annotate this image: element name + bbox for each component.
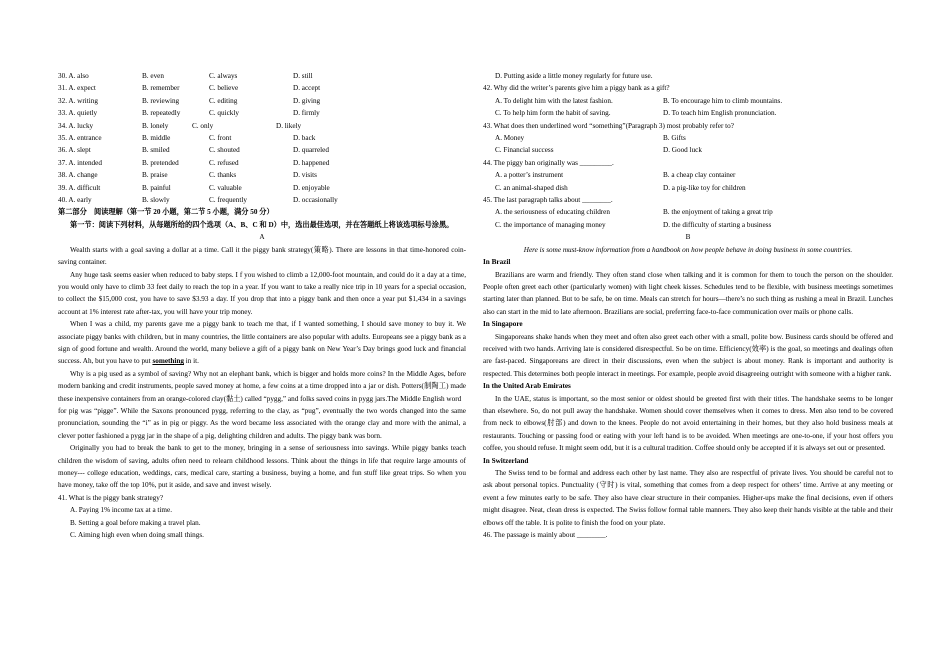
cloze-option-row <box>58 95 466 107</box>
answer-row <box>483 132 893 144</box>
cloze-option: B. even <box>142 72 164 80</box>
cloze-option: 34. A. lucky <box>58 121 94 130</box>
cloze-option-row <box>58 182 466 194</box>
cloze-option: C. shouted <box>209 146 240 155</box>
cloze-option: D. visits <box>293 171 317 180</box>
answer-option: C. Aiming high even when doing small things. <box>70 531 204 540</box>
answer-option: A. Money <box>495 134 525 143</box>
cloze-option: C. thanks <box>209 171 237 180</box>
cloze-option: C. believe <box>209 84 239 93</box>
cloze-option: D. likely <box>276 121 302 130</box>
passage-b-paragraph: The Swiss tend to be formal and address each other by last name. They also are respectful of private lives. You should be careful not to ask about personal topics. Punctuality (守时) is vital, something that comes from a deep respect for others’ time. Arrive at any meeting or event a few minutes early to be safe. They also have clear structure in their companies. Higher-ups make the final decisions, even if others might disagree. Neat, clean dress is expected. The Swiss follow formal table manners. They also keep their hands visible at the table and their elbows off the table. It is polite to finish the food on your plate. <box>483 469 893 527</box>
cloze-option: B. pretended <box>142 158 179 167</box>
cloze-option: D. still <box>293 72 313 80</box>
cloze-option: D. happened <box>293 158 330 167</box>
section-instruction: 第一节：阅读下列材料，从每题所给的四个选项（A、B、C 和 D）中，选出最佳选项，并在答题纸上将该选项标号涂黑。 <box>70 220 454 229</box>
answer-option: C. the importance of managing money <box>495 220 606 229</box>
cloze-option: D. accept <box>293 84 321 93</box>
cloze-option: D. firmly <box>293 109 320 118</box>
passage-b-label: B <box>685 233 691 242</box>
cloze-option: B. middle <box>142 134 171 143</box>
question-stem: 44. The piggy ban originally was _________. <box>483 158 614 167</box>
cloze-option: B. smiled <box>142 146 170 155</box>
cloze-option: C. only <box>192 121 214 130</box>
answer-option: A. Paying 1% income tax at a time. <box>70 506 172 515</box>
passage-a-paragraph: Originally you had to break the bank to get to the money, bringing in a sense of seriousness into savings. While piggy banks teach children the wisdom of saving, adults often need to relearn childhood lessons. Think about the things in life that require large amounts of money--- college education, weddings, cars, medical care, starting a business, buying a home, and fun stuff like great trips. So when you have money, take off the top 10%, put it aside, and save and invest wisely. <box>58 444 466 490</box>
question-stem: 42. Why did the writer’s parents give him a piggy bank as a gift? <box>483 84 670 93</box>
passage-a-label: A <box>259 233 265 242</box>
cloze-options <box>58 70 466 206</box>
passage-a-paragraph: Any huge task seems easier when reduced to baby steps. I f you wished to climb a 12,000-foot mountain, and could do it a day at a time, you would only have to climb 33 feet daily to reach the top in a year. If you want to take a really nice trip in 10 years for a special occasion, to collect the $15,000 cost, you have to save $3.93 a day. If you drop that into a piggy bank and then once a year put $1,434 in a savings account at 1% interest rate after-tax, you will have your trip money. <box>58 270 466 316</box>
cloze-option: C. frequently <box>209 196 247 205</box>
section-heading-brazil: In Brazil <box>483 258 511 267</box>
answer-row <box>483 144 893 156</box>
cloze-option: C. editing <box>209 96 238 105</box>
cloze-option-row <box>58 107 466 119</box>
answer-row <box>483 169 893 181</box>
cloze-option: B. remember <box>142 84 180 93</box>
answer-row <box>483 219 893 231</box>
cloze-option: 31. A. expect <box>58 84 96 93</box>
answer-row <box>483 95 893 107</box>
cloze-option-row <box>58 169 466 181</box>
underlined-word: something <box>152 357 184 366</box>
answer-option: D. To teach him English pronunciation. <box>663 109 777 118</box>
passage-b-paragraph: Singaporeans shake hands when they meet and often also greet each other with a small, polite bow. Business cards should be offered and received with two hands. Arriving late is considered disrespectful. So be on time. Efficiency(效率) is the goal, so meetings and dealings often are fast-paced. Singaporeans are direct in their discussions, even when the subject is about money. Rank is important and authority is respected. This determines both people interact in meetings. For example, people avoid disagreeing outright with someone with a higher rank. <box>483 332 893 378</box>
answer-row <box>483 107 893 119</box>
question-stem: 46. The passage is mainly about ________. <box>483 531 608 540</box>
cloze-option: C. quickly <box>209 109 239 118</box>
passage-a-paragraph: Why is a pig used as a symbol of saving? Why not an elephant bank, which is bigger and holds more coins? In the Middle Ages, before modern banking and credit instruments, people saved money at home, a few coins at a time dropped into a jar or dish. Potters(制陶工) made these inexpensive containers from an orange-colored clay(黏土) called “pygg,” and folks saved coins in pygg jars.The Middle English word <box>58 369 466 403</box>
cloze-option: B. praise <box>142 171 168 180</box>
answer-option: D. Putting aside a little money regularly for future use. <box>495 72 653 80</box>
answer-option: D. the difficulty of starting a business <box>663 220 772 229</box>
cloze-option: B. slowly <box>142 196 170 205</box>
answer-option: B. Setting a goal before making a travel plan. <box>70 518 201 527</box>
cloze-option-row <box>58 144 466 156</box>
cloze-option: 37. A. intended <box>58 158 102 167</box>
answer-option: C. To help him form the habit of saving. <box>495 109 611 118</box>
section-title: 第二部分 阅读理解（第一节 20 小题，第二节 5 小题，满分 50 分） <box>58 208 274 217</box>
cloze-option: D. occasionally <box>293 196 338 205</box>
answer-option: B. Gifts <box>663 134 686 143</box>
cloze-option: D. enjoyable <box>293 183 330 192</box>
answer-option: B. the enjoyment of taking a great trip <box>663 208 773 217</box>
answer-option: A. the seriousness of educating children <box>495 208 610 217</box>
cloze-option: C. valuable <box>209 183 242 192</box>
cloze-option: 30. A. also <box>58 72 89 80</box>
cloze-option-row <box>58 120 466 132</box>
section-heading-switzerland: In Switzerland <box>483 456 529 465</box>
cloze-option: 40. A. early <box>58 196 92 205</box>
cloze-option-row <box>58 70 466 82</box>
paragraph-text: When I was a child, my parents gave me a piggy bank to teach me that, if I wanted something, I should save money to buy it. We associate piggy banks with children, but in many countries, the little containers are also popular with adults. Europeans see a piggy bank as a sign of good fortune and wealth. Around the world, many believe a gift of a piggy bank on New Year’s Day brings good luck and financial success. Ah, but you have to put <box>58 320 466 366</box>
answer-option: D. a pig-like toy for children <box>663 183 746 192</box>
section-heading-singapore: In Singapore <box>483 320 523 329</box>
cloze-option: B. repeatedly <box>142 109 181 118</box>
cloze-option-row <box>58 132 466 144</box>
answer-option: A. To delight him with the latest fashion. <box>495 96 613 105</box>
answer-option: D. Good luck <box>663 146 702 155</box>
passage-a-paragraph: Wealth starts with a goal saving a dollar at a time. Call it the piggy bank strategy(策略). There are lessons in that time-honored coin-saving container. <box>58 245 466 267</box>
answer-option: B. To encourage him to climb mountains. <box>663 96 783 105</box>
question-stem: 45. The last paragraph talks about ________. <box>483 196 613 205</box>
cloze-option: B. painful <box>142 183 171 192</box>
cloze-option-row <box>58 194 466 206</box>
cloze-option: 38. A. change <box>58 171 98 180</box>
passage-b-paragraph: Brazilians are warm and friendly. They often stand close when talking and it is common for them to touch the person on the shoulder. People often greet each other (particularly women) with light cheek kisses. Schedules tend to be flexible, with business meetings sometimes starting later than planned. But to be safe, be on time. Meals can stretch for hours—there’s no such thing as rushing a meal in Brazil. Lunches also can start in the mid to late afternoon. Brazilians are social, preferring face-to-face communication over mails or phone calls. <box>483 270 893 316</box>
answer-row <box>483 206 893 218</box>
question-stem: 41. What is the piggy bank strategy? <box>58 493 164 502</box>
cloze-option: C. front <box>209 134 232 143</box>
cloze-option: 32. A. writing <box>58 96 98 105</box>
cloze-option: D. back <box>293 134 316 143</box>
right-column <box>483 70 893 541</box>
cloze-option: D. quarreled <box>293 146 329 155</box>
section-heading-uae: In the United Arab Emirates <box>483 382 571 391</box>
cloze-option: 33. A. quietly <box>58 109 98 118</box>
question-stem: 43. What does then underlined word “something”(Paragraph 3) most probably refer to? <box>483 121 734 130</box>
answer-row <box>483 182 893 194</box>
left-column <box>58 70 466 541</box>
cloze-option: 36. A. slept <box>58 146 91 155</box>
answer-option: B. a cheap clay container <box>663 171 736 180</box>
cloze-option: 39. A. difficult <box>58 183 101 192</box>
paragraph-text: in it. <box>184 357 199 366</box>
passage-a-paragraph: for pig was “pigge”. While the Saxons pronounced pygg, referring to the clay, as “pug”, eventually the two words changed into the same pronunciation, sounding the “i” as in pig or piggy. As the word became less associated with the orange clay and more with the animal, a clever potter fashioned a pygg jar in the shape of a pig, delighting children and adults. The piggy bank was born. <box>58 406 466 440</box>
answer-option: C. an animal-shaped dish <box>495 183 568 192</box>
answer-option: A. a potter’s instrument <box>495 171 564 180</box>
cloze-option-row <box>58 157 466 169</box>
answer-option: C. Financial success <box>495 146 554 155</box>
cloze-option-row <box>58 82 466 94</box>
cloze-option: D. giving <box>293 96 321 105</box>
passage-a-paragraph <box>58 318 466 368</box>
cloze-option: 35. A. entrance <box>58 134 102 143</box>
cloze-option: B. reviewing <box>142 96 180 105</box>
cloze-option: C. always <box>209 72 238 80</box>
cloze-option: B. lonely <box>142 121 169 130</box>
passage-b-intro: Here is some must-know information from a handbook on how people behave in doing business in some countries. <box>523 245 853 254</box>
passage-b-paragraph: In the UAE, status is important, so the most senior or oldest should be greeted first with their titles. The handshake seems to be longer than elsewhere. So, do not pull away the handshake. Women should cover themselves when it comes to dress. Men also tend to be covered from neck to elbows(肘部) and down to the knees. People do not avoid entertaining in their homes, but they also hold business meals at restaurants. Touching or passing food or eating with your left hand is to be avoided. When meetings are one-to-one, if your host offers you coffee, you should refuse. It might seem odd, but it is a cultural tradition. Coffee should only be accepted if it is always set out or presented. <box>483 394 893 453</box>
cloze-option: C. refused <box>209 158 239 167</box>
